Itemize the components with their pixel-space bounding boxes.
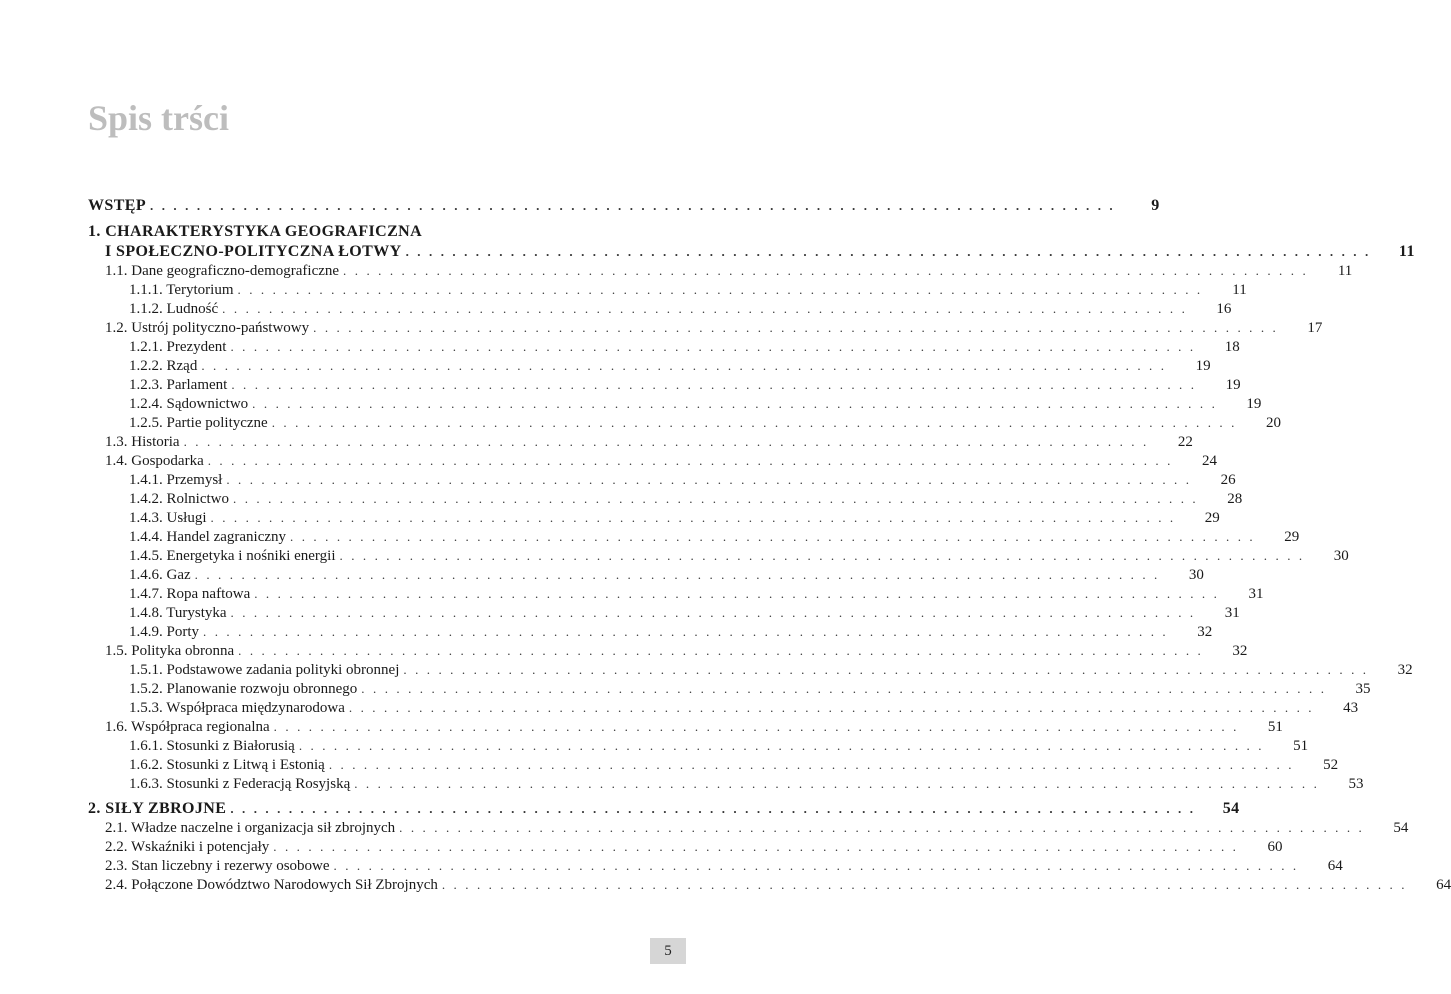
toc-entry-label: 1.6. Współpraca regionalna	[105, 719, 270, 735]
toc-entry-page: 9	[1151, 197, 1160, 214]
toc-entry	[88, 451, 1217, 470]
toc-entry	[88, 196, 1160, 215]
dot-leader: . . . . . . . . . . . . . . . . . . . . . . . . . . . . . . . . . . . . . . . . . . . . . . . . . . . . . . . . . . . . . . . . . . . . . . . . . . . . . . . . . . .	[361, 681, 1327, 696]
toc-entry-label: 1.1.1. Terytorium	[129, 282, 234, 298]
dot-leader: . . . . . . . . . . . . . . . . . . . . . . . . . . . . . . . . . . . . . . . . . . . . . . . . . . . . . . . . . . . . . . . . . . . . . . . . . . . . . . . . . . .	[231, 377, 1197, 392]
dot-leader: . . . . . . . . . . . . . . . . . . . . . . . . . . . . . . . . . . . . . . . . . . . . . . . . . . . . . . . . . . . . . . . . . . . . . . . . . . . . . . . . . . .	[237, 282, 1203, 297]
toc-entry-page: 18	[1224, 339, 1240, 355]
toc-entry-page: 11	[1232, 282, 1247, 298]
toc-entry	[88, 875, 1451, 894]
toc-entry-label: 1.2.4. Sądownictwo	[129, 396, 249, 412]
toc-entry-label: 1.1. Dane geograficzno-demograficzne	[105, 263, 340, 279]
dot-leader: . . . . . . . . . . . . . . . . . . . . . . . . . . . . . . . . . . . . . . . . . . . . . . . . . . . . . . . . . . . . . . . . . . . . . . . . . . . . . . . . . . .	[150, 198, 1116, 213]
toc-entry-page: 11	[1337, 263, 1353, 279]
dot-leader: . . . . . . . . . . . . . . . . . . . . . . . . . . . . . . . . . . . . . . . . . . . . . . . . . . . . . . . . . . . . . . . . . . . . . . . . . . . . . . . . . . .	[203, 624, 1169, 639]
toc-entry	[88, 508, 1220, 527]
toc-entry	[88, 565, 1204, 584]
toc-entry-page: 32	[1397, 662, 1413, 678]
toc-entry-page: 29	[1284, 529, 1300, 545]
toc-entry	[88, 375, 1241, 394]
toc-entry-label: 1.4. Gospodarka	[105, 453, 204, 469]
toc-entry-page: 54	[1222, 800, 1240, 817]
toc-entry-label: 1.4.7. Ropa naftowa	[129, 586, 251, 602]
toc-entry	[88, 603, 1240, 622]
toc-entry-page: 19	[1225, 377, 1241, 393]
toc-entry	[88, 318, 1323, 337]
toc-entry	[88, 299, 1232, 318]
toc-entry	[88, 242, 1415, 261]
toc-entry-label: 1.2.3. Parlament	[129, 377, 228, 393]
dot-leader: . . . . . . . . . . . . . . . . . . . . . . . . . . . . . . . . . . . . . . . . . . . . . . . . . . . . . . . . . . . . . . . . . . . . . . . . . . . . . . . . . . .	[233, 491, 1199, 506]
toc-entry-label: 1.6.1. Stosunki z Białorusią	[129, 738, 295, 754]
toc-entry	[88, 717, 1283, 736]
toc-entry-label: 1.6.2. Stosunki z Litwą i Estonią	[129, 757, 325, 773]
dot-leader: . . . . . . . . . . . . . . . . . . . . . . . . . . . . . . . . . . . . . . . . . . . . . . . . . . . . . . . . . . . . . . . . . . . . . . . . . . . . . . . . . . .	[328, 757, 1295, 772]
toc-entry-label: 1. CHARAKTERYSTYKA GEOGRAFICZNA	[88, 223, 423, 240]
toc-entry-page: 28	[1227, 491, 1243, 507]
toc-entry-page: 31	[1224, 605, 1240, 621]
toc-entry-label: 1.1.2. Ludność	[129, 301, 219, 317]
toc-entry-page: 17	[1307, 320, 1323, 336]
toc-entry-label: WSTĘP	[88, 197, 147, 214]
toc-entry	[88, 799, 1240, 818]
toc-entry-page: 16	[1216, 301, 1232, 317]
toc-entry-page: 35	[1355, 681, 1371, 697]
toc-entry-page: 54	[1393, 820, 1409, 836]
toc-entry-page: 64	[1436, 877, 1451, 893]
toc-entry	[88, 818, 1409, 837]
toc-entry-label: 2. SIŁY ZBROJNE	[88, 800, 227, 817]
toc-entry	[88, 837, 1283, 856]
dot-leader: . . . . . . . . . . . . . . . . . . . . . . . . . . . . . . . . . . . . . . . . . . . . . . . . . . . . . . . . . . . . . . . . . . . . . . . . . . . . . . . . . . .	[348, 700, 1315, 715]
toc-entry-page: 51	[1293, 738, 1309, 754]
toc-entry-label: 1.2. Ustrój polityczno-państwowy	[105, 320, 310, 336]
dot-leader: . . . . . . . . . . . . . . . . . . . . . . . . . . . . . . . . . . . . . . . . . . . . . . . . . . . . . . . . . . . . . . . . . . . . . . . . . . . . . . . . . . .	[405, 244, 1371, 259]
dot-leader: . . . . . . . . . . . . . . . . . . . . . . . . . . . . . . . . . . . . . . . . . . . . . . . . . . . . . . . . . . . . . . . . . . . . . . . . . . . . . . . . . . .	[339, 548, 1305, 563]
toc-entry	[88, 432, 1193, 451]
page-title: Spis trści	[88, 98, 230, 138]
dot-leader: . . . . . . . . . . . . . . . . . . . . . . . . . . . . . . . . . . . . . . . . . . . . . . . . . . . . . . . . . . . . . . . . . . . . . . . . . . . . . . . . . . .	[441, 877, 1408, 892]
toc-entry-page: 29	[1204, 510, 1220, 526]
page-number: 5	[650, 938, 686, 964]
dot-leader: . . . . . . . . . . . . . . . . . . . . . . . . . . . . . . . . . . . . . . . . . . . . . . . . . . . . . . . . . . . . . . . . . . . . . . . . . . . . . . . . . . .	[230, 339, 1196, 354]
dot-leader: . . . . . . . . . . . . . . . . . . . . . . . . . . . . . . . . . . . . . . . . . . . . . . . . . . . . . . . . . . . . . . . . . . . . . . . . . . . . . . . . . . .	[254, 586, 1220, 601]
toc-entry-page: 24	[1201, 453, 1217, 469]
toc-entry-label: I SPOŁECZNO-POLITYCZNA ŁOTWY	[105, 243, 402, 260]
toc-entry-label: 2.2. Wskaźniki i potencjały	[105, 839, 270, 855]
toc-entry-label: 1.2.5. Partie polityczne	[129, 415, 268, 431]
dot-leader: . . . . . . . . . . . . . . . . . . . . . . . . . . . . . . . . . . . . . . . . . . . . . . . . . . . . . . . . . . . . . . . . . . . . . . . . . . . . . . . . . . .	[210, 510, 1176, 525]
dot-leader: . . . . . . . . . . . . . . . . . . . . . . . . . . . . . . . . . . . . . . . . . . . . . . . . . . . . . . . . . . . . . . . . . . . . . . . . . . . . . . . . . . .	[313, 320, 1279, 335]
toc-entry-page: 32	[1197, 624, 1213, 640]
dot-leader: . . . . . . . . . . . . . . . . . . . . . . . . . . . . . . . . . . . . . . . . . . . . . . . . . . . . . . . . . . . . . . . . . . . . . . . . . . . . . . . . . . .	[226, 472, 1192, 487]
toc-entry	[88, 774, 1364, 793]
table-of-contents	[88, 196, 1451, 894]
toc-entry-page: 51	[1267, 719, 1283, 735]
toc-entry	[88, 221, 686, 242]
toc-entry	[88, 584, 1264, 603]
toc-entry-page: 11	[1398, 243, 1415, 260]
toc-entry	[88, 679, 1371, 698]
toc-entry	[88, 755, 1339, 774]
dot-leader: . . . . . . . . . . . . . . . . . . . . . . . . . . . . . . . . . . . . . . . . . . . . . . . . . . . . . . . . . . . . . . . . . . . . . . . . . . . . . . . . . . .	[222, 301, 1188, 316]
toc-entry	[88, 470, 1236, 489]
dot-leader: . . . . . . . . . . . . . . . . . . . . . . . . . . . . . . . . . . . . . . . . . . . . . . . . . . . . . . . . . . . . . . . . . . . . . . . . . . . . . . . . . . .	[207, 453, 1173, 468]
toc-entry	[88, 489, 1243, 508]
toc-entry-label: 1.5. Polityka obronna	[105, 643, 235, 659]
toc-entry-page: 19	[1246, 396, 1262, 412]
dot-leader: . . . . . . . . . . . . . . . . . . . . . . . . . . . . . . . . . . . . . . . . . . . . . . . . . . . . . . . . . . . . . . . . . . . . . . . . . . . . . . . . . . .	[290, 529, 1256, 544]
toc-entry	[88, 660, 1413, 679]
toc-entry	[88, 356, 1211, 375]
toc-entry-page: 22	[1177, 434, 1193, 450]
dot-leader: . . . . . . . . . . . . . . . . . . . . . . . . . . . . . . . . . . . . . . . . . . . . . . . . . . . . . . . . . . . . . . . . . . . . . . . . . . . . . . . . . . .	[273, 839, 1239, 854]
dot-leader: . . . . . . . . . . . . . . . . . . . . . . . . . . . . . . . . . . . . . . . . . . . . . . . . . . . . . . . . . . . . . . . . . . . . . . . . . . . . . . . . . . .	[201, 358, 1167, 373]
toc-entry-page: 60	[1267, 839, 1283, 855]
toc-entry	[88, 641, 1248, 660]
dot-leader: . . . . . . . . . . . . . . . . . . . . . . . . . . . . . . . . . . . . . . . . . . . . . . . . . . . . . . . . . . . . . . . . . . . . . . . . . . . . . . . . . . .	[343, 263, 1309, 278]
toc-entry-page: 20	[1265, 415, 1281, 431]
toc-entry	[88, 736, 1309, 755]
toc-entry	[88, 413, 1281, 432]
toc-entry-page: 32	[1232, 643, 1248, 659]
toc-entry-label: 1.3. Historia	[105, 434, 180, 450]
dot-leader: . . . . . . . . . . . . . . . . . . . . . . . . . . . . . . . . . . . . . . . . . . . . . . . . . . . . . . . . . . . . . . . . . . . . . . . . . . . . . . . . . . .	[271, 415, 1237, 430]
toc-entry-label: 1.2.2. Rząd	[129, 358, 198, 374]
dot-leader: . . . . . . . . . . . . . . . . . . . . . . . . . . . . . . . . . . . . . . . . . . . . . . . . . . . . . . . . . . . . . . . . . . . . . . . . . . . . . . . . . . .	[403, 662, 1369, 677]
toc-entry-page: 19	[1195, 358, 1211, 374]
toc-entry-page: 31	[1248, 586, 1264, 602]
toc-entry-label: 1.5.2. Planowanie rozwoju obronnego	[129, 681, 358, 697]
toc-entry-label: 2.3. Stan liczebny i rezerwy osobowe	[105, 858, 330, 874]
toc-entry-label: 1.4.4. Handel zagraniczny	[129, 529, 287, 545]
toc-entry-page: 43	[1343, 700, 1359, 716]
toc-entry	[88, 337, 1240, 356]
toc-entry-page: 52	[1323, 757, 1339, 773]
toc-entry-label: 1.4.6. Gaz	[129, 567, 191, 583]
dot-leader: . . . . . . . . . . . . . . . . . . . . . . . . . . . . . . . . . . . . . . . . . . . . . . . . . . . . . . . . . . . . . . . . . . . . . . . . . . . . . . . . . . .	[194, 567, 1160, 582]
toc-entry-page: 30	[1188, 567, 1204, 583]
toc-entry-label: 1.6.3. Stosunki z Federacją Rosyjską	[129, 776, 351, 792]
dot-leader: . . . . . . . . . . . . . . . . . . . . . . . . . . . . . . . . . . . . . . . . . . . . . . . . . . . . . . . . . . . . . . . . . . . . . . . . . . . . . . . . . . .	[230, 605, 1196, 620]
toc-entry-label: 1.4.1. Przemysł	[129, 472, 223, 488]
toc-entry	[88, 394, 1262, 413]
toc-entry	[88, 698, 1359, 717]
toc-entry-page: 64	[1327, 858, 1343, 874]
toc-entry	[88, 280, 1247, 299]
dot-leader: . . . . . . . . . . . . . . . . . . . . . . . . . . . . . . . . . . . . . . . . . . . . . . . . . . . . . . . . . . . . . . . . . . . . . . . . . . . . . . . . . . .	[230, 801, 1196, 816]
toc-entry-page: 30	[1333, 548, 1349, 564]
dot-leader: . . . . . . . . . . . . . . . . . . . . . . . . . . . . . . . . . . . . . . . . . . . . . . . . . . . . . . . . . . . . . . . . . . . . . . . . . . . . . . . . . . .	[252, 396, 1218, 411]
dot-leader: . . . . . . . . . . . . . . . . . . . . . . . . . . . . . . . . . . . . . . . . . . . . . . . . . . . . . . . . . . . . . . . . . . . . . . . . . . . . . . . . . . .	[354, 776, 1320, 791]
toc-entry-label: 1.2.1. Prezydent	[129, 339, 227, 355]
toc-entry-label: 1.4.5. Energetyka i nośniki energii	[129, 548, 336, 564]
dot-leader: . . . . . . . . . . . . . . . . . . . . . . . . . . . . . . . . . . . . . . . . . . . . . . . . . . . . . . . . . . . . . . . . . . . . . . . . . . . . . . . . . . .	[238, 643, 1204, 658]
toc-entry-label: 2.4. Połączone Dowództwo Narodowych Sił Zbrojnych	[105, 877, 438, 893]
toc-entry	[88, 527, 1300, 546]
toc-entry-label: 1.4.9. Porty	[129, 624, 200, 640]
toc-entry	[88, 261, 1353, 280]
dot-leader: . . . . . . . . . . . . . . . . . . . . . . . . . . . . . . . . . . . . . . . . . . . . . . . . . . . . . . . . . . . . . . . . . . . . . . . . . . . . . . . . . . .	[333, 858, 1299, 873]
dot-leader: . . . . . . . . . . . . . . . . . . . . . . . . . . . . . . . . . . . . . . . . . . . . . . . . . . . . . . . . . . . . . . . . . . . . . . . . . . . . . . . . . . .	[298, 738, 1265, 753]
toc-entry-page: 26	[1220, 472, 1236, 488]
toc-entry	[88, 622, 1213, 641]
toc-entry-label: 1.4.8. Turystyka	[129, 605, 227, 621]
toc-entry	[88, 856, 1343, 875]
toc-entry-label: 1.5.3. Współpraca międzynarodowa	[129, 700, 345, 716]
toc-entry-label: 2.1. Władze naczelne i organizacja sił zbrojnych	[105, 820, 396, 836]
toc-entry-label: 1.5.1. Podstawowe zadania polityki obronnej	[129, 662, 400, 678]
dot-leader: . . . . . . . . . . . . . . . . . . . . . . . . . . . . . . . . . . . . . . . . . . . . . . . . . . . . . . . . . . . . . . . . . . . . . . . . . . . . . . . . . . .	[399, 820, 1365, 835]
dot-leader: . . . . . . . . . . . . . . . . . . . . . . . . . . . . . . . . . . . . . . . . . . . . . . . . . . . . . . . . . . . . . . . . . . . . . . . . . . . . . . . . . . .	[273, 719, 1239, 734]
toc-entry-label: 1.4.2. Rolnictwo	[129, 491, 229, 507]
toc-entry-label: 1.4.3. Usługi	[129, 510, 207, 526]
toc-entry	[88, 546, 1349, 565]
dot-leader: . . . . . . . . . . . . . . . . . . . . . . . . . . . . . . . . . . . . . . . . . . . . . . . . . . . . . . . . . . . . . . . . . . . . . . . . . . . . . . . . . . .	[183, 434, 1149, 449]
toc-entry-page: 53	[1348, 776, 1364, 792]
